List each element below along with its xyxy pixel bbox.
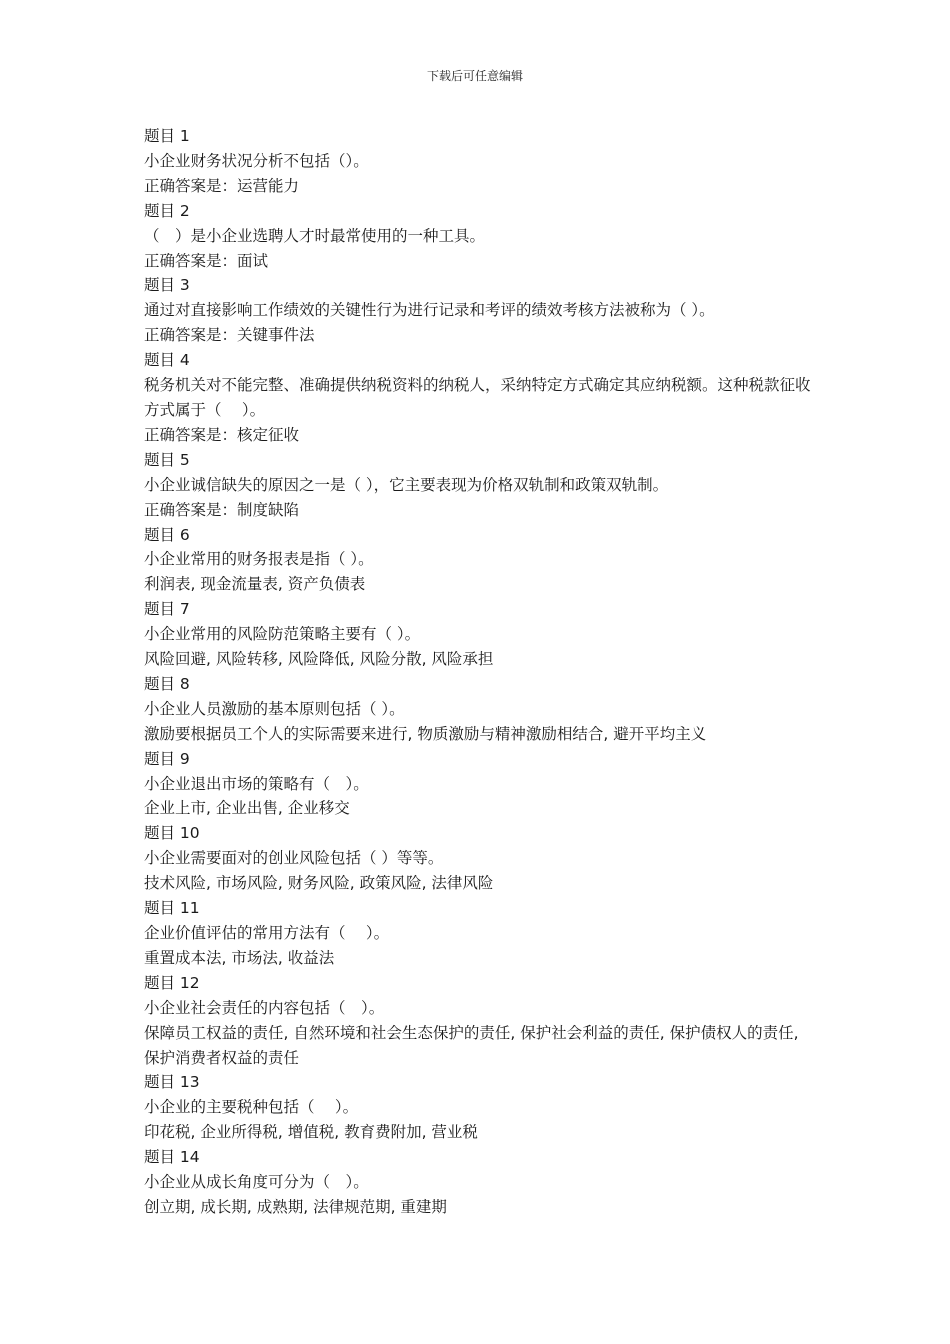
question-text: 小企业诚信缺失的原因之一是（ ），它主要表现为价格双轨制和政策双轨制。 bbox=[144, 475, 669, 494]
question-title: 题目 1 bbox=[144, 127, 190, 145]
answer-text: 保障员工权益的责任, 自然环境和社会生态保护的责任, 保护社会利益的责任, 保护债权人的责任, 保护消费者权益的责任 bbox=[144, 1023, 799, 1067]
question-text: 小企业退出市场的策略有（ ）。 bbox=[144, 774, 369, 793]
question-title: 题目 6 bbox=[144, 525, 190, 544]
question-text: 小企业人员激励的基本原则包括（ ）。 bbox=[144, 699, 405, 718]
question-title: 题目 2 bbox=[144, 201, 190, 220]
question-text: 小企业常用的财务报表是指（ ）。 bbox=[144, 550, 374, 569]
answer-text: 重置成本法, 市场法, 收益法 bbox=[144, 948, 335, 967]
page-header-note: 下载后可任意编辑 bbox=[426, 69, 523, 83]
question-title: 题目 10 bbox=[144, 824, 200, 843]
question-title: 题目 4 bbox=[144, 351, 190, 370]
answer-text: 印花税, 企业所得税, 增值税, 教育费附加, 营业税 bbox=[144, 1123, 478, 1142]
answer-text: 正确答案是：运营能力 bbox=[144, 176, 300, 195]
answer-text: 激励要根据员工个人的实际需要来进行, 物质激励与精神激励相结合, 避开平均主义 bbox=[144, 724, 707, 743]
question-text: 小企业社会责任的内容包括（ ）。 bbox=[144, 998, 385, 1017]
question-list bbox=[144, 124, 812, 1220]
question-text: 小企业的主要税种包括（ ）。 bbox=[144, 1098, 359, 1117]
question-text: 小企业常用的风险防范策略主要有（ ）。 bbox=[144, 625, 421, 644]
answer-text: 正确答案是：制度缺陷 bbox=[144, 500, 300, 519]
answer-text: 利润表, 现金流量表, 资产负债表 bbox=[144, 575, 366, 594]
question-title: 题目 8 bbox=[144, 674, 190, 693]
answer-text: 风险回避, 风险转移, 风险降低, 风险分散, 风险承担 bbox=[144, 650, 494, 669]
question-text: 通过对直接影响工作绩效的关键性行为进行记录和考评的绩效考核方法被称为（ ）。 bbox=[144, 301, 715, 320]
question-title: 题目 3 bbox=[144, 276, 190, 295]
question-title: 题目 12 bbox=[144, 973, 200, 992]
answer-text: 技术风险, 市场风险, 财务风险, 政策风险, 法律风险 bbox=[144, 874, 494, 893]
question-title: 题目 9 bbox=[144, 749, 190, 768]
question-title: 题目 7 bbox=[144, 600, 190, 619]
answer-text: 创立期, 成长期, 成熟期, 法律规范期, 重建期 bbox=[144, 1197, 447, 1216]
question-title: 题目 14 bbox=[144, 1148, 200, 1167]
question-text: 小企业财务状况分析不包括（）。 bbox=[144, 151, 369, 170]
question-text: 小企业从成长角度可分为（ ）。 bbox=[144, 1173, 369, 1192]
question-title: 题目 5 bbox=[144, 450, 190, 469]
question-title: 题目 11 bbox=[144, 899, 200, 918]
question-text: 税务机关对不能完整、准确提供纳税资料的纳税人，采纳特定方式确定其应纳税额。这种税款征收方式属于（ ）。 bbox=[144, 376, 811, 419]
question-text: 企业价值评估的常用方法有（ ）。 bbox=[144, 924, 390, 942]
answer-text: 企业上市, 企业出售, 企业移交 bbox=[144, 799, 350, 818]
question-text: 小企业需要面对的创业风险包括（ ）等等。 bbox=[144, 849, 444, 868]
answer-text: 正确答案是：核定征收 bbox=[144, 425, 300, 444]
answer-text: 正确答案是：面试 bbox=[144, 251, 269, 270]
answer-text: 正确答案是：关键事件法 bbox=[144, 326, 315, 345]
question-text: （ ）是小企业选聘人才时最常使用的一种工具。 bbox=[144, 226, 486, 245]
question-title: 题目 13 bbox=[144, 1073, 200, 1092]
